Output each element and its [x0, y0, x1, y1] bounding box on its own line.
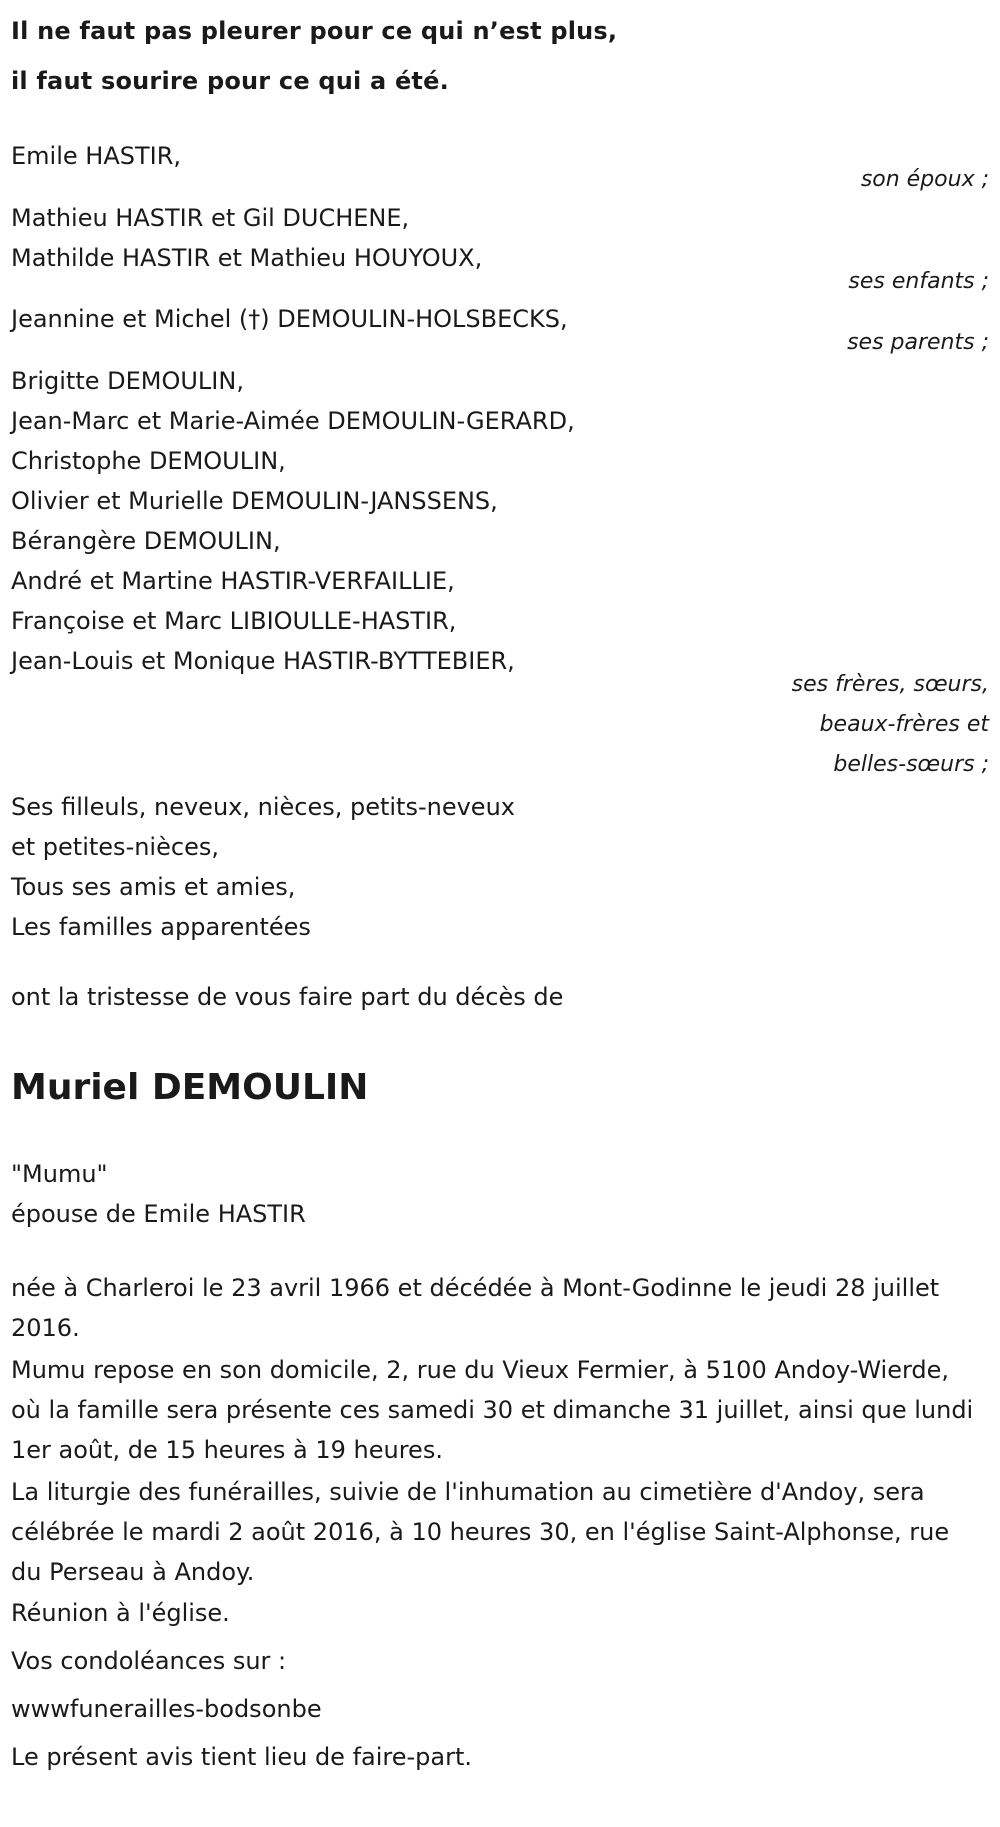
relation-line: son époux ; [860, 167, 989, 192]
parents-relation [847, 323, 989, 363]
funeral-website-text: wwwfunerailles-bodsonbe [11, 1695, 322, 1723]
relation-line: ses parents ; [847, 330, 989, 355]
siblings-relation [792, 665, 989, 785]
funeral-paragraph: La liturgie des funérailles, suivie de l'inhumation au cimetière d'Andoy, sera célébrée le mardi 2 août 2016, à 10 heures 30, en l'église Saint-Alphonse, rue du Perseau à Andoy. [11, 1478, 950, 1586]
family-name-line: Brigitte DEMOULIN, [11, 367, 244, 395]
spouse-names [11, 136, 181, 176]
birth-death-paragraph: née à Charleroi le 23 avril 1966 et décédée à Mont-Godinne le jeudi 28 juillet 2016. [11, 1274, 940, 1342]
deceased-nickname: "Mumu" [11, 1160, 108, 1188]
family-name-line: et petites-nièces, [11, 833, 219, 861]
family-name-line: André et Martine HASTIR-VERFAILLIE, [11, 567, 455, 595]
spouse-relation [861, 160, 989, 200]
reunion-text: Réunion à l'église. [11, 1599, 230, 1627]
quote-line-2: il faut sourire pour ce qui a été. [11, 67, 449, 95]
family-name-line: Christophe DEMOULIN, [11, 447, 286, 475]
relation-line: beaux-frères et [819, 712, 989, 737]
family-name-line: Jean-Marc et Marie-Aimée DEMOULIN-GERARD, [11, 407, 575, 435]
deceased-details [11, 1154, 306, 1234]
family-name-line: Olivier et Murielle DEMOULIN-JANSSENS, [11, 487, 498, 515]
condolences-text: Vos condoléances sur : [11, 1647, 287, 1675]
parents-names [11, 299, 568, 339]
family-name-line: Jean-Louis et Monique HASTIR-BYTTEBIER, [11, 647, 515, 675]
family-name-line: Mathieu HASTIR et Gil DUCHENE, [11, 204, 410, 232]
notice-text: Le présent avis tient lieu de faire-part. [11, 1743, 473, 1771]
announcement-text: ont la tristesse de vous faire part du décès de [11, 983, 564, 1011]
family-name-line: Emile HASTIR, [11, 142, 182, 170]
relation-line: belles-sœurs ; [833, 752, 989, 777]
children-names [11, 198, 482, 278]
relation-line: ses enfants ; [848, 269, 989, 294]
family-name-line: Les familles apparentées [11, 913, 311, 941]
family-name-line: Ses filleuls, neveux, nièces, petits-neveux [11, 793, 515, 821]
deceased-spouse-line: épouse de Emile HASTIR [11, 1200, 306, 1228]
deceased-name: Muriel DEMOULIN [11, 1067, 369, 1108]
opening-quote [11, 6, 617, 106]
others-names [11, 787, 515, 947]
family-name-line: Mathilde HASTIR et Mathieu HOUYOUX, [11, 244, 483, 272]
children-relation [848, 262, 989, 302]
quote-line-1: Il ne faut pas pleurer pour ce qui n’est plus, [11, 17, 618, 45]
siblings-names [11, 361, 575, 681]
relation-line: ses frères, sœurs, [791, 672, 989, 697]
visitation-paragraph: Mumu repose en son domicile, 2, rue du Vieux Fermier, à 5100 Andoy-Wierde, où la famille sera présente ces samedi 30 et dimanche 31 juillet, ainsi que lundi 1er août, de 15 heures à 19 heures. [11, 1356, 974, 1464]
family-name-line: Jeannine et Michel (†) DEMOULIN-HOLSBECKS, [11, 305, 568, 333]
family-name-line: Françoise et Marc LIBIOULLE-HASTIR, [11, 607, 457, 635]
family-name-line: Bérangère DEMOULIN, [11, 527, 281, 555]
family-name-line: Tous ses amis et amies, [11, 873, 296, 901]
